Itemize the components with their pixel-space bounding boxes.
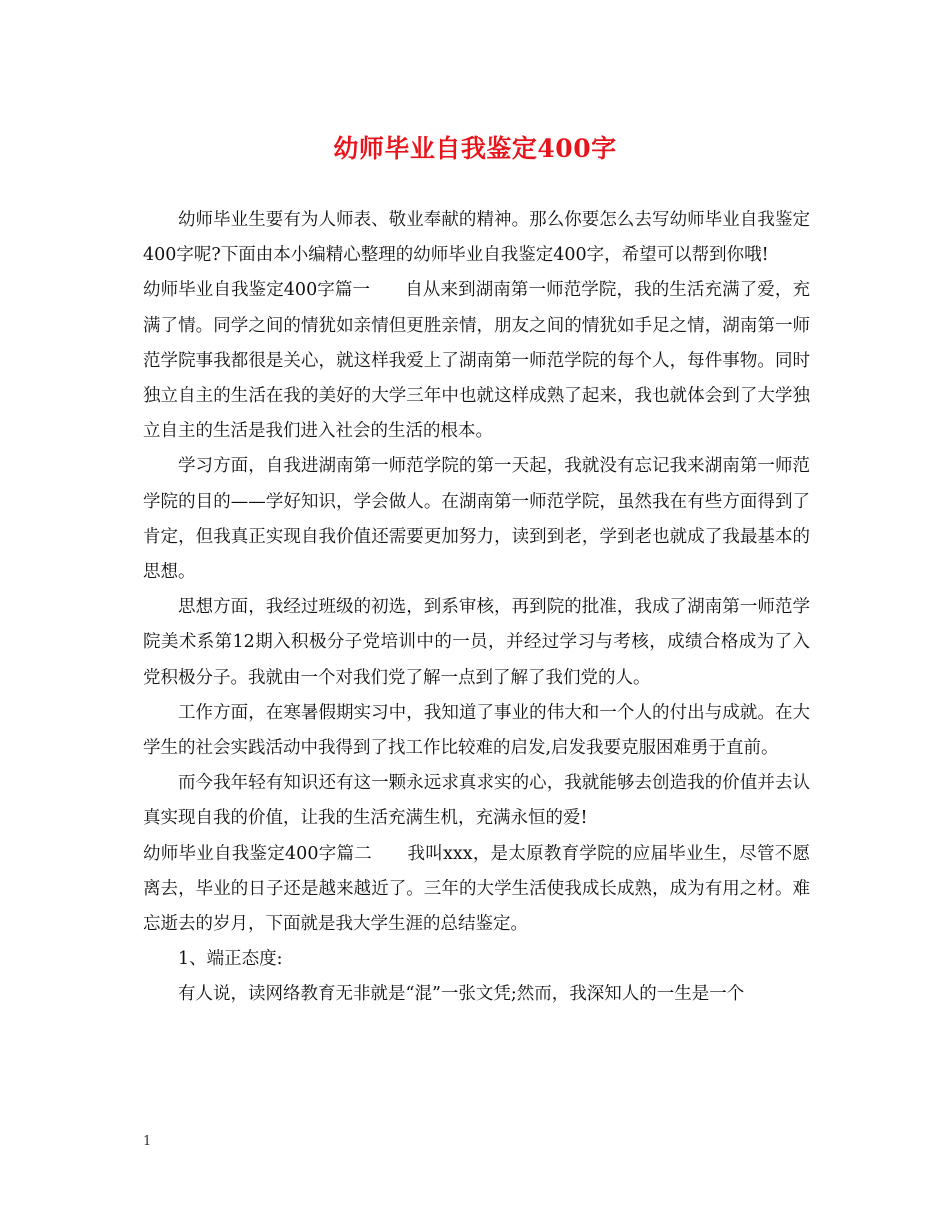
paragraph-essay-two: 幼师毕业自我鉴定400字篇二 我叫xxx，是太原教育学院的应届毕业生，尽管不愿离去，毕业的日子还是越来越近了。三年的大学生活使我成长成熟，成为有用之材。难忘逝去的岁月，下面就是我大学生涯的总结鉴定。: [143, 843, 810, 935]
paragraph-work: 工作方面，在寒暑假期实习中，我知道了事业的伟大和一个人的付出与成就。在大学生的社会实践活动中我得到了找工作比较难的启发,启发我要克服困难勇于直前。: [143, 702, 810, 759]
paragraph-study: 学习方面，自我进湖南第一师范学院的第一天起，我就没有忘记我来湖南第一师范学院的目的——学好知识，学会做人。在湖南第一师范学院，虽然我在有些方面得到了肯定，但我真正实现自我价值还需要更加努力，读到到老，学到老也就成了我最基本的思想。: [143, 456, 810, 583]
document-title: 幼师毕业自我鉴定400字: [333, 134, 617, 163]
paragraph-future: 而今我年轻有知识还有这一颗永远求真求实的心，我就能够去创造我的价值并去认真实现自我的价值，让我的生活充满生机，充满永恒的爱!: [143, 773, 810, 829]
document-body: [143, 203, 810, 1013]
page-number: 1: [143, 1134, 152, 1149]
paragraph-section-heading: 1、端正态度:: [178, 949, 283, 970]
paragraph-thought: 思想方面，我经过班级的初选，到系审核，再到院的批准，我成了湖南第一师范学院美术系第12期入积极分子党培训中的一员，并经过学习与考核，成绩合格成为了入党积极分子。我就由一个对我们党了解一点到了解了我们党的人。: [143, 597, 810, 688]
paragraph-essay-one: 幼师毕业自我鉴定400字篇一 自从来到湖南第一师范学院，我的生活充满了爱，充满了情。同学之间的情犹如亲情但更胜亲情，朋友之间的情犹如手足之情，湖南第一师范学院事我都很是关心，就这样我爱上了湖南第一师范学院的每个人，每件事物。同时独立自主的生活在我的美好的大学三年中也就这样成熟了起来，我也就体会到了大学独立自主的生活是我们进入社会的生活的根本。: [143, 280, 810, 442]
paragraph-intro: 幼师毕业生要有为人师表、敬业奉献的精神。那么你要怎么去写幼师毕业自我鉴定400字呢?下面由本小编精心整理的幼师毕业自我鉴定400字，希望可以帮到你哦!: [143, 210, 810, 266]
paragraph-attitude: 有人说，读网络教育无非就是“混”一张文凭;然而，我深知人的一生是一个: [178, 984, 745, 1005]
